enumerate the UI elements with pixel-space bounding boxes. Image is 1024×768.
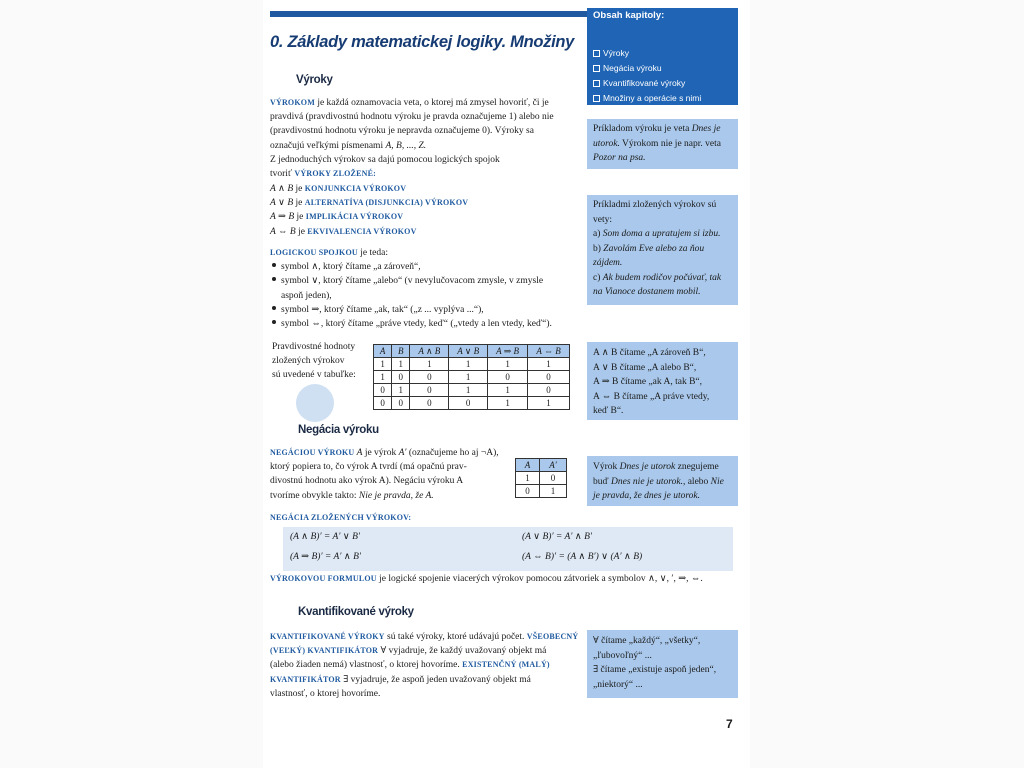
table-row: 0 1 xyxy=(516,485,567,498)
chapter-title: 0. Základy matematickej logiky. Množiny xyxy=(270,33,575,51)
sidebar-negation-example: Výrok Dnes je utorok znegujeme buď Dnes nie je utorok., alebo Nie je pravda, že dnes je utorok. xyxy=(587,456,738,506)
checkbox-icon xyxy=(593,95,600,102)
table-row: 1 0 0 1 0 0 xyxy=(374,371,570,384)
table-row: 0 1 0 1 1 0 xyxy=(374,384,570,397)
formula-2: (A ∨ B)′ = A′ ∧ B′ xyxy=(522,532,592,542)
toc-item[interactable]: Výroky xyxy=(593,46,701,61)
checkbox-icon xyxy=(593,65,600,72)
table-row: 0 0 0 0 1 1 xyxy=(374,397,570,410)
sidebar-example-statement: Príkladom výroku je veta Dnes je utorok. Výrokom nie je napr. veta Pozor na psa. xyxy=(587,119,738,169)
bullet-icon xyxy=(272,306,276,310)
checkbox-icon xyxy=(593,80,600,87)
sidebar-quantifier-reading: ∀ čítame „každý“, „všetky“, „ľubovoľný“ ... ∃ čítame „existuje aspoň jeden“, „niektorý“ ... xyxy=(587,630,738,698)
section-heading-kvant: Kvantifikované výroky xyxy=(298,606,414,618)
list-item: A ⇒ B je IMPLIKÁCIA VÝROKOV xyxy=(270,212,404,223)
formula-definition: VÝROKOVOU FORMULOU je logické spojenie viacerých výrokov pomocou zátvoriek a symbolov ∧, ∨, ′, ⇒, ⇔. xyxy=(270,574,703,584)
section-heading-negacia: Negácia výroku xyxy=(298,424,379,436)
table-row: 1 0 xyxy=(516,472,567,485)
negation-compound-heading: NEGÁCIA ZLOŽENÝCH VÝROKOV: xyxy=(270,513,412,522)
connective-paragraph: LOGICKOU SPOJKOU je teda: symbol ∧, ktorý čítame „a zároveň“, symbol ∨, ktorý čítame „alebo“ (v nevylučovacom zmysle, v zmysle aspoň jeden), symbol ⇒, ktorý čítame „ak, tak“ („z ... vyplýva ...“), symbol ⇔, ktorý čítame „práve vtedy, keď“ („vtedy a len vtedy, keď“). xyxy=(270,248,552,330)
toc-item[interactable]: Množiny a operácie s nimi xyxy=(593,91,701,106)
section-heading-vyroky: Výroky xyxy=(296,74,333,86)
formula-3: (A ⇒ B)′ = A′ ∧ B′ xyxy=(290,552,362,562)
negation-paragraph: NEGÁCIOU VÝROKU A je výrok A′ (označujeme ho aj ¬A), ktorý popiera to, čo výrok A tvrdí (má opačnú prav- divostnú hodnotu ako výrok A). Negáciu výroku A tvoríme obvykle takto: Nie je pravda, že A. xyxy=(270,448,499,501)
list-item: A ∨ B je ALTERNATÍVA (DISJUNKCIA) VÝROKOV xyxy=(270,198,469,209)
title-rule xyxy=(270,11,587,17)
page-number: 7 xyxy=(726,717,733,731)
table-row: 1 1 1 1 1 1 xyxy=(374,358,570,371)
quantifier-paragraph: KVANTIFIKOVANÉ VÝROKY sú také výroky, ktoré udávajú počet. VŠEOBECNÝ (VEĽKÝ) KVANTIFIKÁTOR ∀ vyjadruje, že každý uvažovaný objekt má (alebo žiaden nemá) vlastnosť, o ktorej hovoríme. EXISTENČNÝ (MALÝ) KVANTIFIKÁTOR ∃ vyjadruje, že aspoň jeden uvažovaný objekt má vlastnosť, o ktorej hovoríme. xyxy=(270,632,579,699)
formula-4: (A ⇔ B)′ = (A ∧ B′) ∨ (A′ ∧ B) xyxy=(522,552,643,562)
truth-table: A B A ∧ B A ∨ B A ⇒ B A ⇔ B 1 1 1 1 1 1 1 0 0 1 0 0 0 1 0 1 1 0 0 0 0 0 1 1 xyxy=(373,344,570,410)
sidebar-compound-examples: Príkladmi zložených výrokov sú vety: a) Som doma a upratujem si izbu. b) Zavolám Eve alebo za ňou zájdem. c) Ak budem rodičov počúvať, tak na Vianoce dostanem mobil. xyxy=(587,195,738,305)
bullet-icon xyxy=(272,320,276,324)
truth-table-caption: Pravdivostné hodnoty zložených výrokov sú uvedené v tabuľke: xyxy=(272,342,356,381)
chapter-contents-box xyxy=(587,8,738,105)
toc-heading: Obsah kapitoly: xyxy=(593,10,665,21)
sidebar-reading-symbols: A ∧ B čítame „A zároveň B“, A ∨ B čítame „A alebo B“, A ⇒ B čítame „ak A, tak B“, A ⇔ B čítame „A práve vtedy, keď B“. xyxy=(587,342,738,420)
negation-table: A A′ 1 0 0 1 xyxy=(515,458,567,498)
formula-1: (A ∧ B)′ = A′ ∨ B′ xyxy=(290,532,360,542)
toc-item[interactable]: Negácia výroku xyxy=(593,61,701,76)
list-item: A ⇔ B je EKVIVALENCIA VÝROKOV xyxy=(270,226,417,237)
toc-list xyxy=(593,46,701,106)
compound-statements-list xyxy=(270,182,468,239)
decorative-circle xyxy=(296,384,334,422)
checkbox-icon xyxy=(593,50,600,57)
toc-item[interactable]: Kvantifikované výroky xyxy=(593,76,701,91)
bullet-icon xyxy=(272,263,276,267)
list-item: A ∧ B je KONJUNKCIA VÝROKOV xyxy=(270,184,407,194)
bullet-icon xyxy=(272,277,276,281)
definition-paragraph: VÝROKOM je každá oznamovacia veta, o ktorej má zmysel hovoriť, či je pravdivá (pravdivostnú hodnotu výroku je pravda označujeme 1) alebo nie (pravdivostnú hodnotu výroku je nepravda označujeme 0). Výroky sa označujú veľkými písmenami A, B, ..., Z. Z jednoduchých výrokov sa dajú pomocou logických spojok tvoriť VÝROKY ZLOŽENÉ: xyxy=(270,98,554,180)
